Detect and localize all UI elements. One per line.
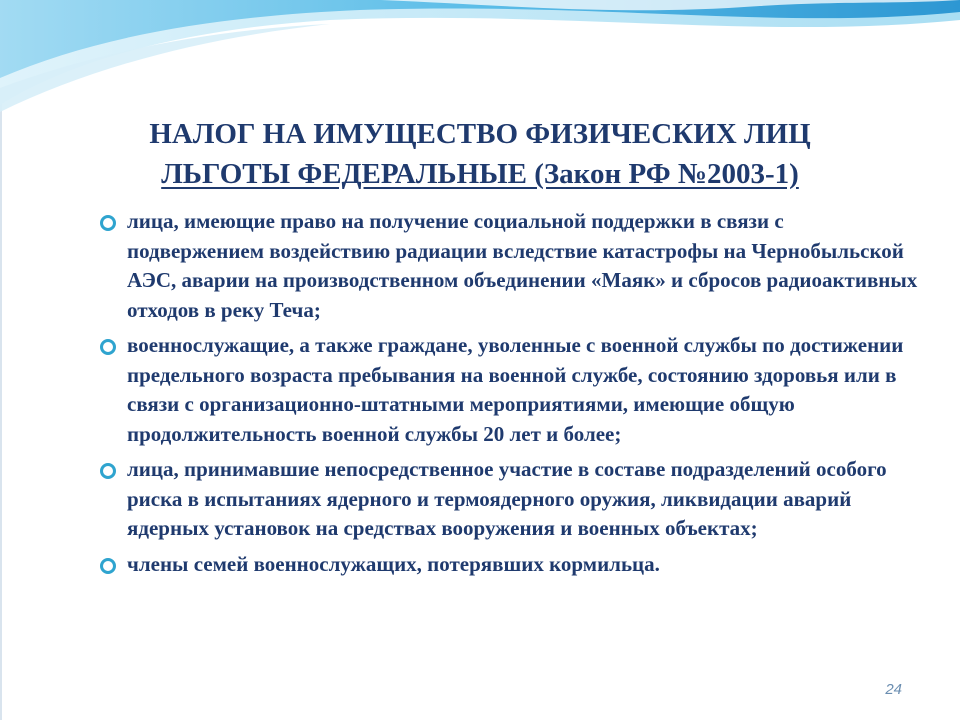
list-item-text: лица, принимавшие непосредственное участие в составе подразделений особого риска в испытаниях ядерного и термоядерного оружия, ликвидации аварий ядерных установок на средствах вооружения и военных объектах; — [127, 457, 887, 540]
bullet-circle-icon — [100, 215, 116, 231]
list-item — [100, 455, 920, 544]
list-item — [100, 331, 920, 449]
list-item-text: военнослужащие, а также граждане, уволенные с военной службы по достижении предельного возраста пребывания на военной службе, состоянию здоровья или в связи с организационно-штатными мероприятиями, имеющие общую продолжительность военной службы 20 лет и более; — [127, 333, 904, 446]
bullet-circle-icon — [100, 339, 116, 355]
top-wave-decoration — [0, 0, 960, 130]
list-item — [100, 207, 920, 325]
list-item-text: члены семей военнослужащих, потерявших кормильца. — [127, 551, 660, 576]
slide-title — [40, 114, 920, 194]
bullet-circle-icon — [100, 463, 116, 479]
list-item — [100, 550, 920, 580]
list-item-text: лица, имеющие право на получение социальной поддержки в связи с подвержением воздействию радиации вследствие катастрофы на Чернобыльской АЭС, аварии на производственном объединении «Маяк» и сбросов радиоактивных отходов в реку Теча; — [127, 209, 918, 322]
title-line-1: НАЛОГ НА ИМУЩЕСТВО ФИЗИЧЕСКИХ ЛИЦ — [149, 118, 811, 150]
bullet-circle-icon — [100, 558, 116, 574]
title-line-2: ЛЬГОТЫ ФЕДЕРАЛЬНЫЕ (Закон РФ №2003-1) — [161, 158, 799, 190]
page-number: 24 — [885, 681, 902, 698]
benefits-list — [100, 207, 920, 585]
